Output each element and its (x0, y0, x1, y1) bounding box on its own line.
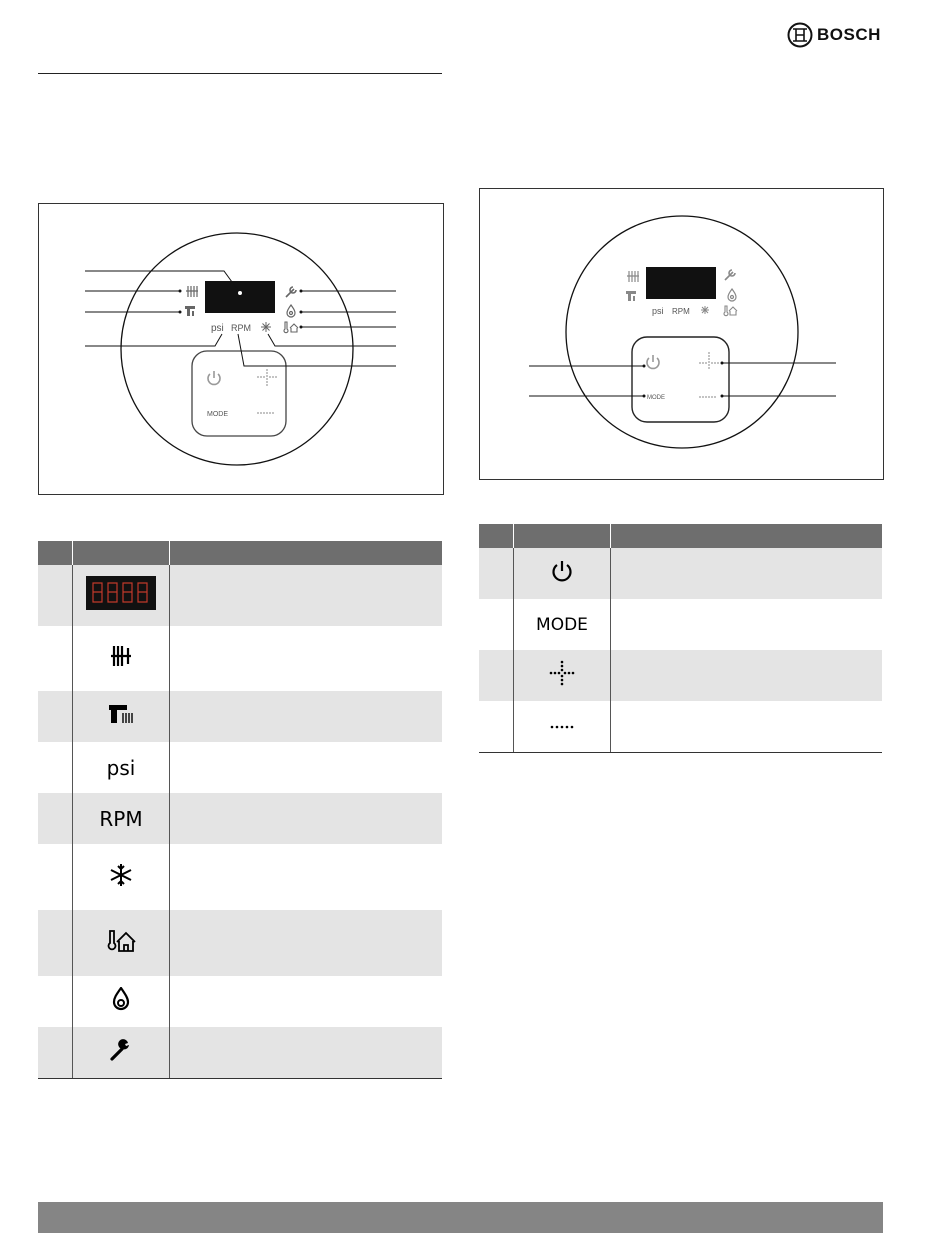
radiator-icon (110, 645, 132, 667)
table-cell (38, 976, 73, 1027)
wrench-icon (725, 270, 735, 280)
snowflake-icon (701, 306, 709, 314)
table-cell (479, 701, 514, 752)
footer-bar (38, 1202, 883, 1233)
symbol-cell (514, 701, 611, 752)
touch-pad-figure (479, 188, 884, 480)
table-row (38, 793, 442, 844)
flame-icon (287, 305, 295, 317)
symbol-cell (73, 1027, 170, 1078)
description-cell (170, 844, 443, 910)
snowflake-icon (109, 863, 133, 887)
table-row (38, 691, 442, 742)
symbol-cell (514, 548, 611, 599)
table-row (38, 742, 442, 793)
description-cell (611, 701, 883, 752)
panel-outline (566, 216, 798, 448)
psi-label: psi (211, 323, 224, 334)
power-icon (551, 559, 573, 583)
header-cell (170, 541, 443, 565)
table-row (479, 701, 882, 752)
table-row (38, 844, 442, 910)
symbol-cell (514, 599, 611, 650)
header-cell (479, 524, 514, 548)
symbol-cell (73, 626, 170, 691)
mode-symbol: MODE (536, 614, 588, 635)
symbol-cell (73, 742, 170, 793)
table-row (38, 976, 442, 1027)
power-icon (208, 371, 220, 384)
table-row (38, 1027, 442, 1078)
description-cell (170, 626, 443, 691)
dots-icon (257, 412, 274, 414)
symbol-cell (73, 844, 170, 910)
symbol-cell (73, 793, 170, 844)
symbol-cell (73, 565, 170, 626)
rpm-label: RPM (672, 307, 690, 316)
table-cell (38, 691, 73, 742)
table-row (38, 910, 442, 976)
seven-segment-display-icon (86, 576, 156, 610)
wrench-icon (109, 1038, 133, 1062)
table-header-row (479, 524, 882, 548)
table-cell (479, 650, 514, 701)
mode-label: MODE (647, 395, 665, 401)
outdoor-temperature-icon (284, 322, 298, 333)
radiator-icon (186, 286, 198, 297)
table-cell (38, 793, 73, 844)
hot-water-tap-icon (185, 306, 195, 316)
snowflake-icon (261, 322, 271, 332)
control-panel-figure (38, 203, 444, 495)
display-screen (646, 267, 716, 299)
hot-water-tap-icon (626, 291, 636, 301)
description-cell (170, 565, 443, 626)
bosch-armature-icon (787, 22, 813, 48)
power-icon (647, 355, 659, 368)
symbol-cell (73, 910, 170, 976)
description-cell (170, 910, 443, 976)
outdoor-temperature-icon (724, 306, 737, 316)
table-cell (38, 910, 73, 976)
symbol-cell (73, 691, 170, 742)
description-cell (170, 742, 443, 793)
description-cell (611, 548, 883, 599)
wrench-icon (286, 287, 296, 297)
symbol-cell (73, 976, 170, 1027)
display-symbols-table (38, 541, 442, 1079)
outdoor-temperature-icon (106, 929, 136, 953)
cross-arrows-icon (699, 352, 719, 369)
table-header-row (38, 541, 442, 565)
dots-icon (699, 396, 716, 398)
header-cell (73, 541, 170, 565)
top-divider (38, 73, 442, 74)
table-cell (38, 844, 73, 910)
panel-outline (121, 233, 353, 465)
description-cell (170, 1027, 443, 1078)
header-cell (514, 524, 611, 548)
flame-icon (112, 987, 130, 1011)
psi-symbol: psi (106, 755, 136, 780)
table-cell (38, 742, 73, 793)
table-cell (38, 1027, 73, 1078)
table-cell (38, 565, 73, 626)
mode-label: MODE (207, 411, 228, 418)
description-cell (611, 650, 883, 701)
rpm-symbol: RPM (99, 806, 143, 831)
bosch-logo (787, 22, 887, 48)
table-row (38, 565, 442, 626)
table-cell (479, 548, 514, 599)
description-cell (611, 599, 883, 650)
display-screen (205, 281, 275, 313)
header-cell (611, 524, 883, 548)
touch-pad (192, 351, 286, 436)
table-row (479, 650, 882, 701)
header-cell (38, 541, 73, 565)
symbol-cell (514, 650, 611, 701)
touch-pad (632, 337, 729, 422)
brand-name: BOSCH (817, 25, 881, 44)
psi-label: psi (652, 306, 664, 316)
description-cell (170, 793, 443, 844)
radiator-icon (627, 271, 639, 282)
table-row (479, 599, 882, 650)
hot-water-tap-icon (109, 703, 133, 725)
touch-keys-table (479, 524, 882, 753)
table-row (479, 548, 882, 599)
table-row (38, 626, 442, 691)
description-cell (170, 691, 443, 742)
rpm-label: RPM (231, 323, 251, 333)
table-cell (479, 599, 514, 650)
table-cell (38, 626, 73, 691)
cross-arrows-icon (549, 660, 575, 686)
flame-icon (728, 289, 736, 301)
callout-lines (529, 363, 836, 396)
dots-icon (549, 724, 575, 730)
description-cell (170, 976, 443, 1027)
cross-arrows-icon (257, 369, 277, 386)
